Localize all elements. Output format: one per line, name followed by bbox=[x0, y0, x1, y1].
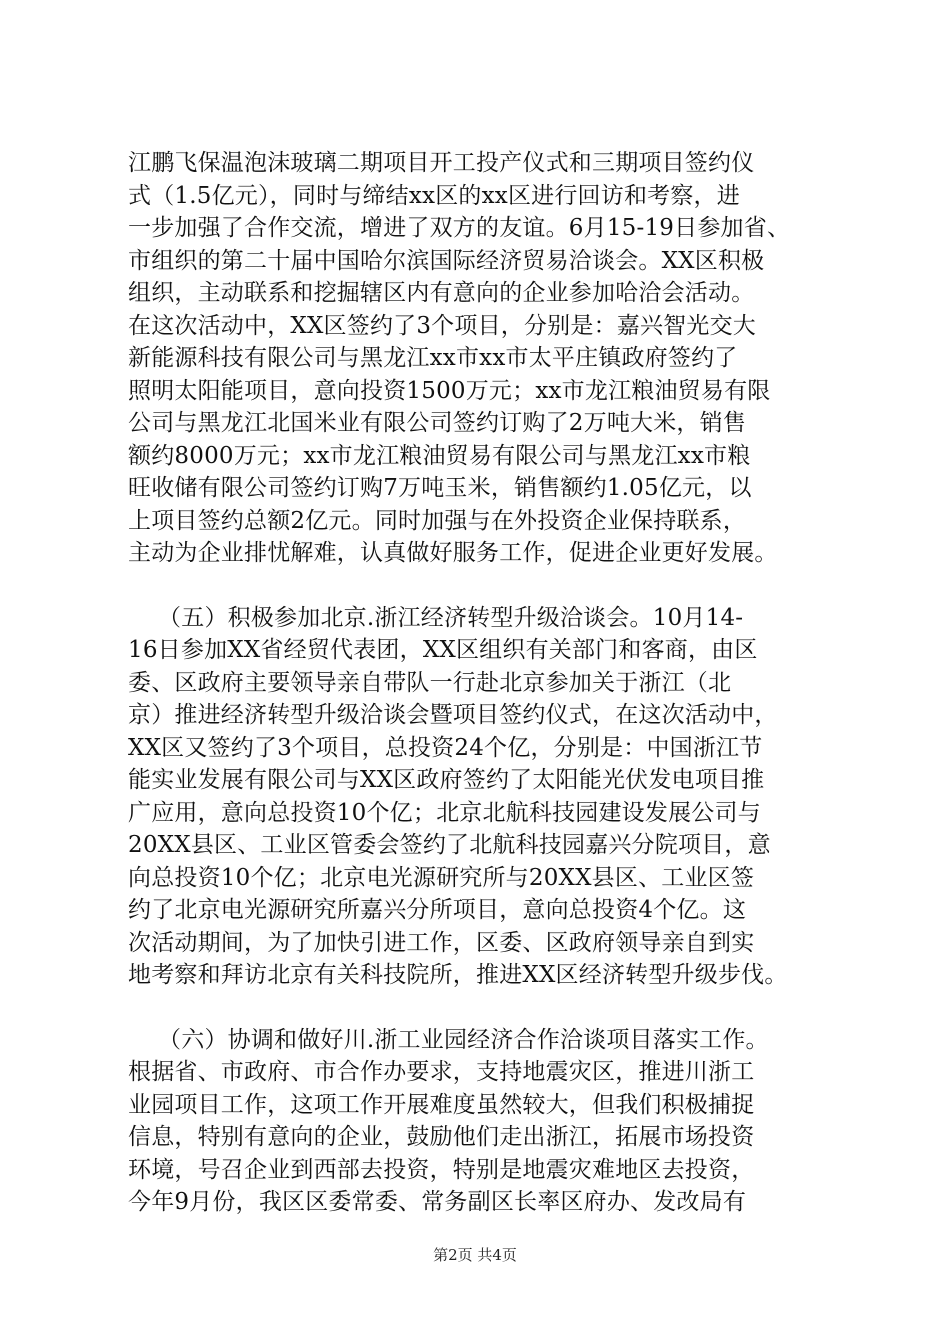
text-line: 市组织的第二十届中国哈尔滨国际经济贸易洽谈会。XX区积极 bbox=[128, 247, 765, 274]
text-line: 京）推进经济转型升级洽谈会暨项目签约仪式，在这次活动中， bbox=[128, 702, 778, 728]
text-line: 20XX县区、工业区管委会签约了北航科技园嘉兴分院项目，意 bbox=[128, 832, 771, 858]
paragraph-2 bbox=[128, 602, 838, 992]
body-text bbox=[128, 147, 838, 1219]
text-line: （五）积极参加北京.浙江经济转型升级洽谈会。10月14- bbox=[128, 604, 744, 631]
text-line: 环境，号召企业到西部去投资，特别是地震灾难地区去投资， bbox=[128, 1156, 755, 1183]
text-line: 在这次活动中，XX区签约了3个项目，分别是：嘉兴智光交大 bbox=[128, 312, 756, 339]
paragraph-3 bbox=[128, 1024, 838, 1219]
text-line: 今年9月份，我区区委常委、常务副区长率区府办、发改局有 bbox=[128, 1189, 747, 1215]
text-line: 地考察和拜访北京有关科技院所，推进XX区经济转型升级步伐。 bbox=[128, 962, 788, 988]
text-line: （六）协调和做好川.浙工业园经济合作洽谈项目落实工作。 bbox=[128, 1026, 769, 1053]
text-line: 一步加强了合作交流，增进了双方的友谊。6月15-19日参加省、 bbox=[128, 215, 791, 241]
text-line: 业园项目工作，这项工作开展难度虽然较大，但我们积极捕捉 bbox=[128, 1091, 755, 1118]
text-line: 主动为企业排忧解难，认真做好服务工作，促进企业更好发展。 bbox=[128, 540, 778, 566]
text-line: 向总投资10个亿；北京电光源研究所与20XX县区、工业区签 bbox=[128, 864, 755, 891]
text-line: 照明太阳能项目，意向投资1500万元；xx市龙江粮油贸易有限 bbox=[128, 377, 771, 404]
text-line: 能实业发展有限公司与XX区政府签约了太阳能光伏发电项目推 bbox=[128, 767, 765, 793]
text-line: XX区又签约了3个项目，总投资24个亿，分别是：中国浙江节 bbox=[128, 734, 763, 761]
text-line: 16日参加XX省经贸代表团，XX区组织有关部门和客商，由区 bbox=[128, 637, 758, 663]
text-line: 新能源科技有限公司与黑龙江xx市xx市太平庄镇政府签约了 bbox=[128, 345, 738, 371]
text-line: 广应用，意向总投资10个亿；北京北航科技园建设发展公司与 bbox=[128, 799, 761, 826]
text-line: 委、区政府主要领导亲自带队一行赴北京参加关于浙江（北 bbox=[128, 669, 732, 696]
text-line: 约了北京电光源研究所嘉兴分所项目，意向总投资4个亿。这 bbox=[128, 897, 747, 923]
text-line: 额约8000万元；xx市龙江粮油贸易有限公司与黑龙江xx市粮 bbox=[128, 442, 751, 469]
page-footer: 第2页 共4页 bbox=[433, 1246, 517, 1264]
text-line: 江鹏飞保温泡沫玻璃二期项目开工投产仪式和三期项目签约仪 bbox=[128, 150, 755, 176]
paragraph-1 bbox=[128, 147, 838, 570]
text-line: 信息，特别有意向的企业，鼓励他们走出浙江，拓展市场投资 bbox=[128, 1124, 755, 1150]
text-line: 旺收储有限公司签约订购7万吨玉米，销售额约1.05亿元，以 bbox=[128, 475, 752, 501]
text-line: 根据省、市政府、市合作办要求，支持地震灾区，推进川浙工 bbox=[128, 1059, 755, 1085]
text-line: 公司与黑龙江北国米业有限公司签约订购了2万吨大米，销售 bbox=[128, 410, 747, 436]
text-line: 式（1.5亿元），同时与缔结xx区的xx区进行回访和考察，进 bbox=[128, 182, 740, 209]
text-line: 次活动期间，为了加快引进工作，区委、区政府领导亲自到实 bbox=[128, 929, 755, 956]
text-line: 上项目签约总额2亿元。同时加强与在外投资企业保持联系， bbox=[128, 507, 747, 534]
text-line: 组织，主动联系和挖掘辖区内有意向的企业参加哈洽会活动。 bbox=[128, 280, 755, 306]
